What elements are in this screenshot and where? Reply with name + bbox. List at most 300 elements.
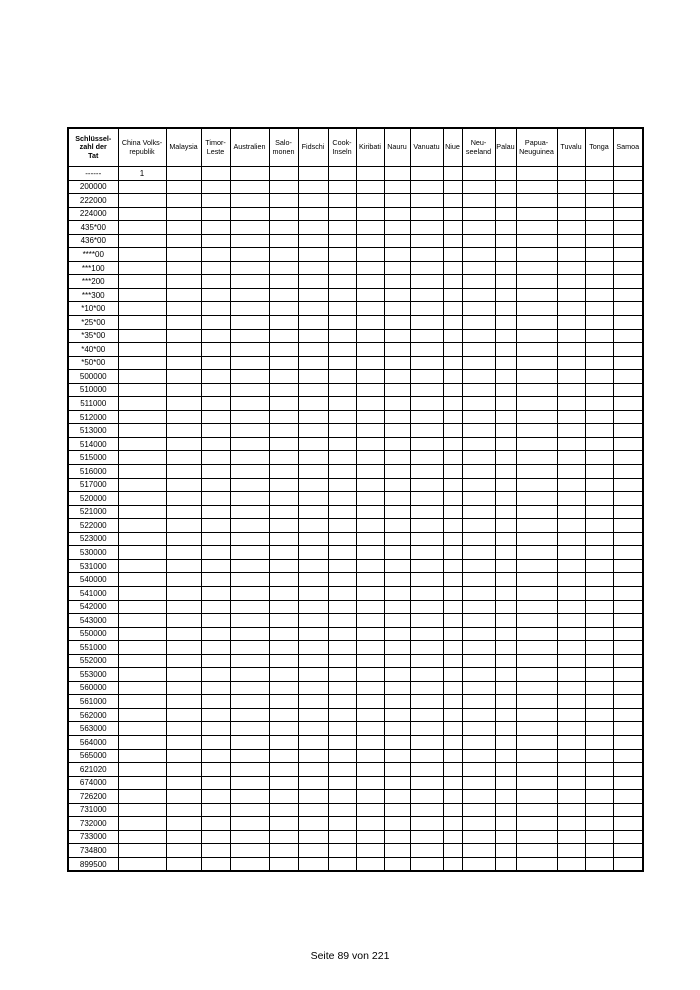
table-cell xyxy=(443,288,462,302)
row-key-cell: 522000 xyxy=(68,519,118,533)
table-cell xyxy=(410,451,443,465)
table-cell xyxy=(118,790,166,804)
table-cell xyxy=(516,803,557,817)
table-cell xyxy=(443,708,462,722)
table-cell xyxy=(118,735,166,749)
table-cell xyxy=(384,641,410,655)
table-cell xyxy=(356,437,384,451)
table-cell xyxy=(166,451,201,465)
table-cell xyxy=(328,735,356,749)
table-cell xyxy=(118,410,166,424)
table-cell xyxy=(516,410,557,424)
table-row xyxy=(68,343,643,357)
table-cell xyxy=(298,844,328,858)
header-country: Nauru xyxy=(384,128,410,167)
table-cell xyxy=(516,708,557,722)
table-cell xyxy=(298,275,328,289)
table-cell xyxy=(298,329,328,343)
table-cell xyxy=(443,261,462,275)
table-cell xyxy=(166,343,201,357)
table-cell xyxy=(269,749,298,763)
table-cell xyxy=(328,546,356,560)
table-cell xyxy=(410,600,443,614)
table-cell xyxy=(201,465,230,479)
table-cell xyxy=(462,790,495,804)
table-cell xyxy=(443,329,462,343)
table-cell xyxy=(462,600,495,614)
table-cell xyxy=(384,763,410,777)
table-row xyxy=(68,207,643,221)
table-cell xyxy=(462,437,495,451)
table-cell xyxy=(462,167,495,181)
table-cell xyxy=(298,790,328,804)
table-cell xyxy=(356,708,384,722)
table-cell xyxy=(356,803,384,817)
table-cell xyxy=(230,302,269,316)
table-cell xyxy=(462,343,495,357)
table-cell xyxy=(443,302,462,316)
table-cell xyxy=(495,478,516,492)
table-cell xyxy=(230,167,269,181)
table-cell xyxy=(230,600,269,614)
table-cell xyxy=(495,410,516,424)
table-cell xyxy=(516,817,557,831)
table-cell xyxy=(443,370,462,384)
table-cell xyxy=(384,722,410,736)
table-cell xyxy=(328,180,356,194)
table-cell xyxy=(201,167,230,181)
table-cell xyxy=(201,803,230,817)
table-cell xyxy=(384,180,410,194)
table-cell xyxy=(328,194,356,208)
table-cell xyxy=(269,817,298,831)
table-cell xyxy=(384,546,410,560)
table-cell xyxy=(201,722,230,736)
table-cell xyxy=(410,437,443,451)
table-cell xyxy=(230,410,269,424)
table-cell xyxy=(356,573,384,587)
table-cell xyxy=(443,519,462,533)
table-cell xyxy=(443,505,462,519)
table-cell xyxy=(166,573,201,587)
table-cell xyxy=(516,316,557,330)
table-cell xyxy=(298,180,328,194)
table-cell xyxy=(298,343,328,357)
table-cell xyxy=(384,424,410,438)
table-cell xyxy=(269,478,298,492)
table-cell xyxy=(384,776,410,790)
table-cell xyxy=(557,478,585,492)
table-cell xyxy=(328,492,356,506)
table-cell xyxy=(516,763,557,777)
table-cell xyxy=(516,749,557,763)
table-cell xyxy=(613,654,643,668)
table-cell xyxy=(443,194,462,208)
table-cell xyxy=(613,790,643,804)
table-cell xyxy=(410,207,443,221)
table-row xyxy=(68,234,643,248)
table-row xyxy=(68,316,643,330)
table-cell xyxy=(118,722,166,736)
table-cell xyxy=(118,559,166,573)
table-cell xyxy=(384,735,410,749)
table-cell xyxy=(201,288,230,302)
table-cell xyxy=(166,221,201,235)
table-cell xyxy=(269,167,298,181)
table-cell xyxy=(201,492,230,506)
table-cell xyxy=(328,383,356,397)
table-cell xyxy=(166,397,201,411)
table-cell xyxy=(410,505,443,519)
table-cell xyxy=(410,275,443,289)
table-cell xyxy=(443,492,462,506)
table-cell xyxy=(516,722,557,736)
table-cell xyxy=(269,370,298,384)
table-cell xyxy=(613,424,643,438)
table-cell xyxy=(298,857,328,871)
table-cell xyxy=(495,654,516,668)
table-cell xyxy=(298,221,328,235)
table-cell xyxy=(230,437,269,451)
table-cell xyxy=(384,573,410,587)
table-cell xyxy=(166,844,201,858)
table-cell xyxy=(328,681,356,695)
table-cell xyxy=(613,586,643,600)
table-cell xyxy=(410,383,443,397)
table-row xyxy=(68,708,643,722)
table-cell xyxy=(585,465,613,479)
table-cell xyxy=(201,695,230,709)
table-cell xyxy=(557,763,585,777)
table-cell xyxy=(201,180,230,194)
table-cell xyxy=(557,735,585,749)
table-cell xyxy=(328,451,356,465)
table-cell xyxy=(356,397,384,411)
table-cell xyxy=(613,681,643,695)
table-cell xyxy=(166,437,201,451)
table-cell xyxy=(118,573,166,587)
table-cell xyxy=(166,288,201,302)
table-cell xyxy=(201,356,230,370)
row-key-cell: *40*00 xyxy=(68,343,118,357)
table-cell xyxy=(384,844,410,858)
table-cell xyxy=(201,234,230,248)
table-cell xyxy=(495,316,516,330)
table-row xyxy=(68,559,643,573)
table-cell xyxy=(118,261,166,275)
row-key-cell: 541000 xyxy=(68,586,118,600)
table-cell xyxy=(201,573,230,587)
table-cell xyxy=(328,641,356,655)
statistics-table xyxy=(67,127,644,872)
table-cell xyxy=(298,546,328,560)
row-key-cell: 512000 xyxy=(68,410,118,424)
table-cell xyxy=(516,776,557,790)
table-cell xyxy=(298,749,328,763)
table-cell xyxy=(410,844,443,858)
table-cell xyxy=(118,316,166,330)
row-key-cell: 520000 xyxy=(68,492,118,506)
table-cell xyxy=(230,343,269,357)
table-cell xyxy=(269,492,298,506)
table-cell xyxy=(298,668,328,682)
table-cell xyxy=(516,695,557,709)
table-cell xyxy=(462,180,495,194)
table-cell xyxy=(516,383,557,397)
table-cell xyxy=(443,614,462,628)
table-cell xyxy=(269,735,298,749)
row-key-cell: ***200 xyxy=(68,275,118,289)
table-cell xyxy=(328,586,356,600)
table-cell xyxy=(230,221,269,235)
table-cell xyxy=(443,641,462,655)
table-cell xyxy=(269,627,298,641)
table-cell xyxy=(410,817,443,831)
table-cell xyxy=(443,763,462,777)
header-country: Cook- Inseln xyxy=(328,128,356,167)
table-cell xyxy=(613,356,643,370)
table-row xyxy=(68,668,643,682)
table-row xyxy=(68,424,643,438)
table-cell xyxy=(356,519,384,533)
table-cell xyxy=(384,194,410,208)
table-cell xyxy=(443,383,462,397)
row-key-cell: 531000 xyxy=(68,559,118,573)
table-cell xyxy=(230,492,269,506)
table-cell xyxy=(462,194,495,208)
table-cell xyxy=(557,668,585,682)
table-cell xyxy=(613,288,643,302)
table-cell xyxy=(462,817,495,831)
table-cell xyxy=(410,492,443,506)
table-cell xyxy=(328,668,356,682)
table-cell xyxy=(495,735,516,749)
row-key-cell: 553000 xyxy=(68,668,118,682)
table-cell xyxy=(557,641,585,655)
table-row xyxy=(68,275,643,289)
table-cell xyxy=(384,207,410,221)
table-cell xyxy=(410,167,443,181)
table-cell xyxy=(384,817,410,831)
table-cell xyxy=(269,248,298,262)
table-cell xyxy=(166,302,201,316)
table-cell xyxy=(443,722,462,736)
table-cell xyxy=(557,288,585,302)
table-cell xyxy=(462,478,495,492)
table-cell xyxy=(230,424,269,438)
table-cell xyxy=(557,722,585,736)
table-cell xyxy=(585,207,613,221)
table-cell xyxy=(298,708,328,722)
table-row xyxy=(68,492,643,506)
table-cell xyxy=(118,627,166,641)
row-key-cell: 511000 xyxy=(68,397,118,411)
table-cell xyxy=(118,492,166,506)
table-cell xyxy=(269,383,298,397)
table-cell xyxy=(384,410,410,424)
table-cell xyxy=(201,248,230,262)
table-cell xyxy=(495,546,516,560)
table-cell xyxy=(516,614,557,628)
table-cell xyxy=(298,532,328,546)
table-cell xyxy=(585,410,613,424)
row-key-cell: 551000 xyxy=(68,641,118,655)
table-cell xyxy=(384,261,410,275)
table-cell xyxy=(516,248,557,262)
table-cell xyxy=(557,410,585,424)
table-cell xyxy=(118,532,166,546)
table-cell xyxy=(384,343,410,357)
table-cell xyxy=(384,221,410,235)
table-cell xyxy=(613,830,643,844)
table-cell xyxy=(443,857,462,871)
table-row xyxy=(68,329,643,343)
table-cell xyxy=(328,559,356,573)
table-cell xyxy=(557,451,585,465)
table-cell xyxy=(516,654,557,668)
table-cell xyxy=(613,532,643,546)
table-cell xyxy=(269,410,298,424)
header-country: Neu- seeland xyxy=(462,128,495,167)
table-cell xyxy=(443,410,462,424)
table-cell xyxy=(166,167,201,181)
table-cell xyxy=(269,573,298,587)
table-cell xyxy=(118,478,166,492)
table-cell xyxy=(356,221,384,235)
table-cell xyxy=(230,654,269,668)
table-cell xyxy=(298,410,328,424)
table-cell xyxy=(557,437,585,451)
table-cell xyxy=(443,790,462,804)
table-cell xyxy=(410,763,443,777)
table-cell xyxy=(384,234,410,248)
table-cell xyxy=(462,559,495,573)
table-cell xyxy=(230,451,269,465)
table-cell xyxy=(516,207,557,221)
row-key-cell: 732000 xyxy=(68,817,118,831)
table-cell xyxy=(328,573,356,587)
table-cell xyxy=(166,600,201,614)
table-cell xyxy=(328,600,356,614)
table-cell xyxy=(356,844,384,858)
row-key-cell: 563000 xyxy=(68,722,118,736)
table-cell xyxy=(298,167,328,181)
table-cell xyxy=(384,586,410,600)
table-cell xyxy=(328,857,356,871)
table-cell xyxy=(495,492,516,506)
table-cell xyxy=(118,763,166,777)
table-cell xyxy=(201,370,230,384)
table-cell xyxy=(495,668,516,682)
table-cell xyxy=(118,302,166,316)
table-cell xyxy=(328,803,356,817)
table-cell xyxy=(298,194,328,208)
table-cell xyxy=(298,559,328,573)
table-row xyxy=(68,370,643,384)
table-cell xyxy=(356,234,384,248)
table-cell xyxy=(269,261,298,275)
row-key-cell: ------ xyxy=(68,167,118,181)
table-cell xyxy=(613,451,643,465)
table-cell xyxy=(328,356,356,370)
table-cell xyxy=(516,261,557,275)
table-cell xyxy=(384,668,410,682)
row-key-cell: 733000 xyxy=(68,830,118,844)
row-key-cell: 560000 xyxy=(68,681,118,695)
table-cell xyxy=(230,749,269,763)
table-cell xyxy=(298,654,328,668)
table-cell xyxy=(557,275,585,289)
table-cell xyxy=(201,424,230,438)
table-cell xyxy=(516,641,557,655)
table-cell xyxy=(462,329,495,343)
table-cell xyxy=(269,356,298,370)
table-row xyxy=(68,248,643,262)
table-cell xyxy=(462,708,495,722)
table-cell xyxy=(201,275,230,289)
table-cell xyxy=(516,627,557,641)
table-cell xyxy=(118,546,166,560)
table-cell xyxy=(298,437,328,451)
table-cell xyxy=(557,370,585,384)
table-cell xyxy=(495,559,516,573)
table-cell xyxy=(585,302,613,316)
table-cell xyxy=(356,776,384,790)
table-cell xyxy=(201,221,230,235)
table-cell xyxy=(613,302,643,316)
row-key-cell: 517000 xyxy=(68,478,118,492)
table-cell xyxy=(230,505,269,519)
table-cell xyxy=(166,248,201,262)
table-cell xyxy=(269,600,298,614)
table-cell xyxy=(443,478,462,492)
table-cell xyxy=(495,343,516,357)
table-cell xyxy=(384,505,410,519)
table-cell xyxy=(230,559,269,573)
table-row xyxy=(68,695,643,709)
table-cell xyxy=(118,668,166,682)
table-cell xyxy=(495,424,516,438)
table-cell xyxy=(410,424,443,438)
table-cell xyxy=(201,735,230,749)
table-cell xyxy=(118,654,166,668)
table-cell xyxy=(613,844,643,858)
table-cell xyxy=(516,465,557,479)
table-row xyxy=(68,410,643,424)
table-cell xyxy=(328,627,356,641)
table-cell xyxy=(356,546,384,560)
table-cell xyxy=(495,397,516,411)
table-cell xyxy=(328,695,356,709)
table-cell xyxy=(613,857,643,871)
table-cell xyxy=(328,749,356,763)
table-cell xyxy=(384,316,410,330)
table-cell xyxy=(118,844,166,858)
table-cell xyxy=(557,207,585,221)
table-cell xyxy=(201,194,230,208)
table-cell xyxy=(166,316,201,330)
table-cell xyxy=(516,167,557,181)
table-cell xyxy=(516,492,557,506)
table-cell xyxy=(462,546,495,560)
table-cell xyxy=(557,356,585,370)
table-cell xyxy=(201,559,230,573)
table-cell xyxy=(613,465,643,479)
table-cell xyxy=(585,383,613,397)
table-cell xyxy=(384,559,410,573)
table-row xyxy=(68,817,643,831)
table-cell xyxy=(118,586,166,600)
